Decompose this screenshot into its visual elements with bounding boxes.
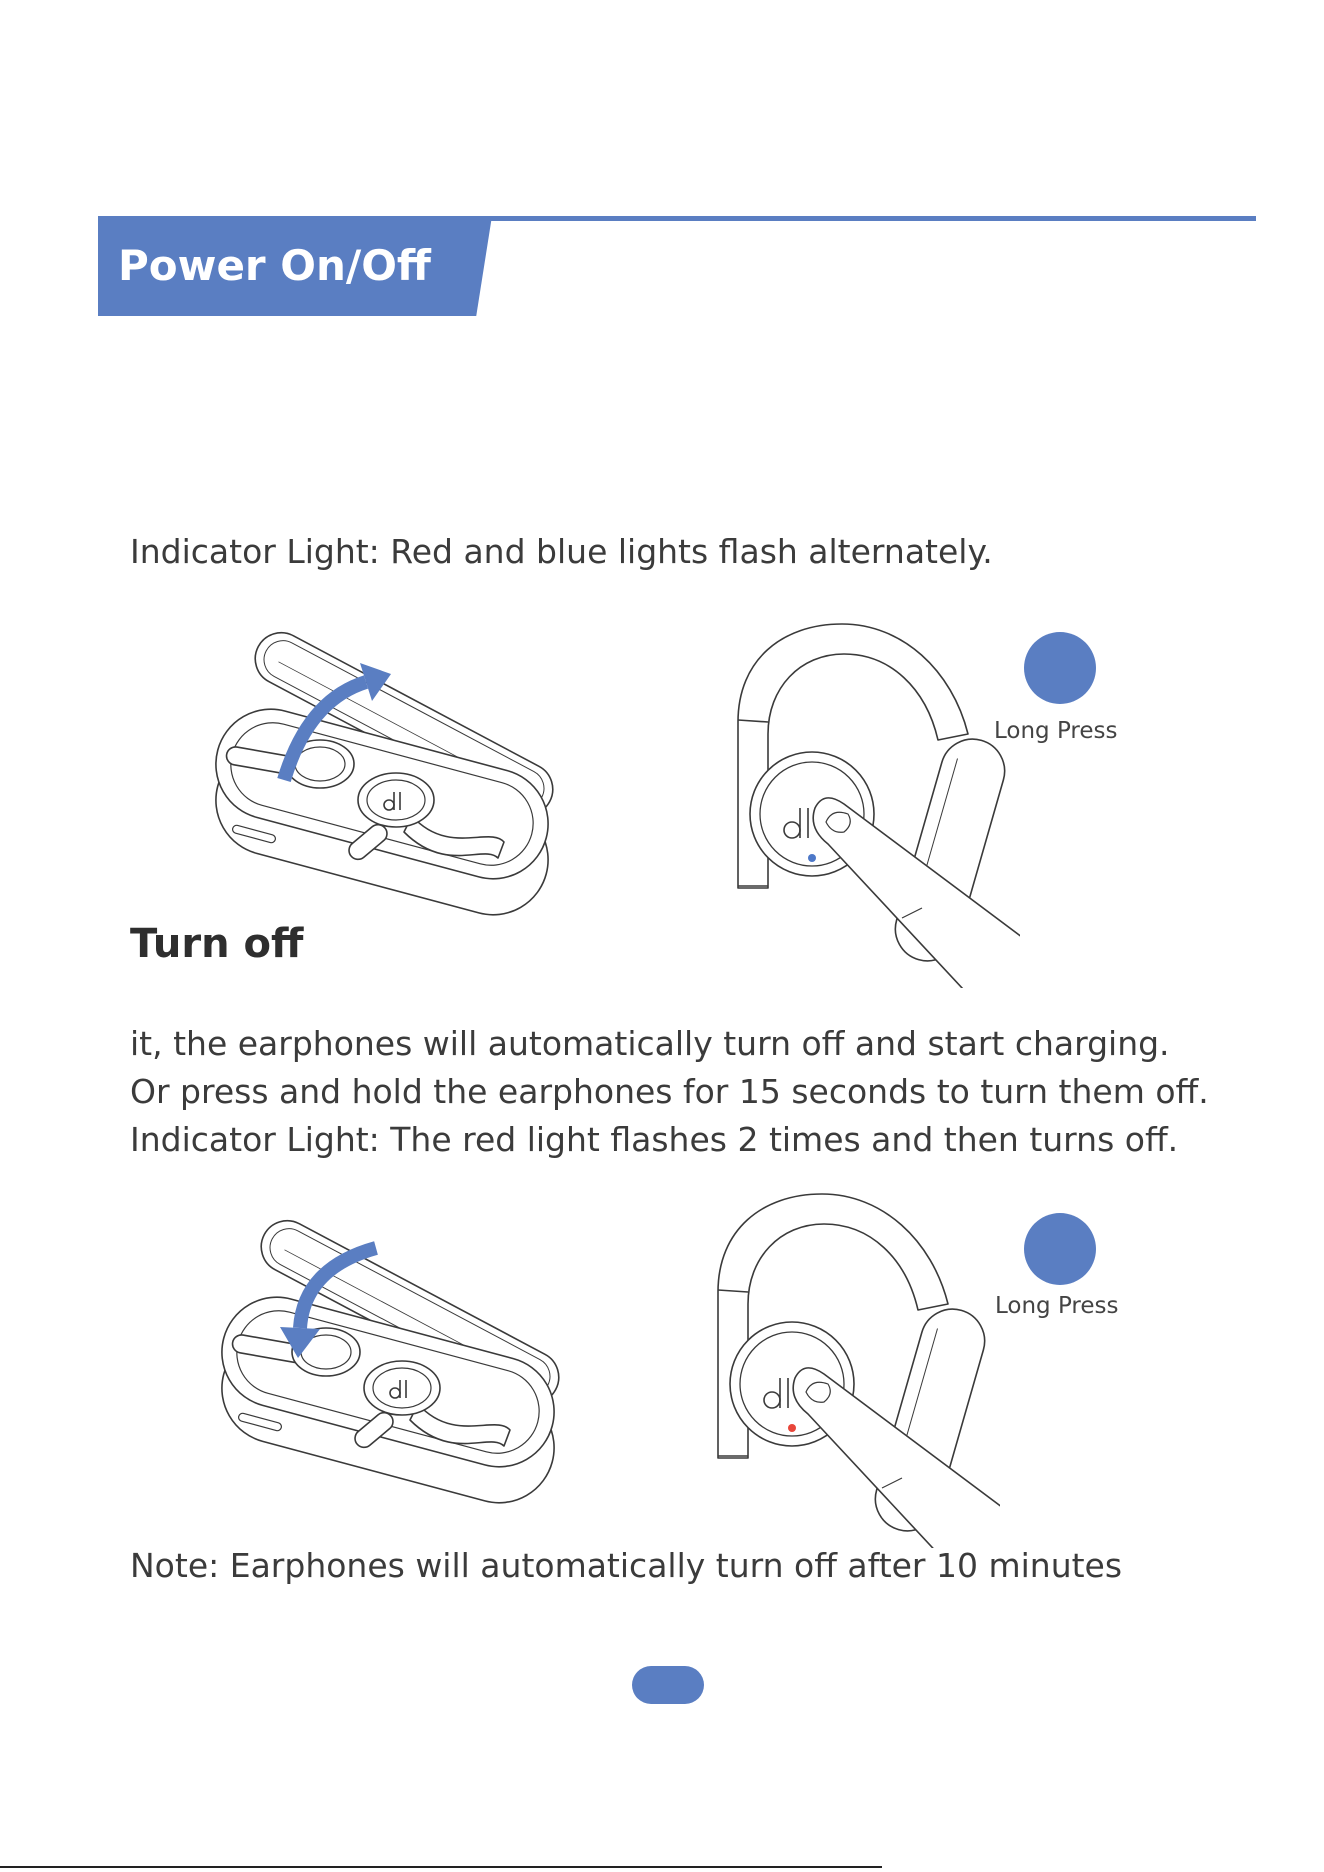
page-number-badge <box>632 1666 704 1704</box>
charging-case-close-illustration <box>204 1208 574 1528</box>
indicator-light-dot <box>808 854 816 862</box>
long-press-indicator-icon <box>1024 632 1096 704</box>
earphone-long-press-illustration <box>720 618 1020 988</box>
power-on-indicator-text: Indicator Light: Red and blue lights flash alternately. <box>130 532 993 571</box>
header-rule <box>480 216 1256 221</box>
long-press-indicator-icon <box>1024 1213 1096 1285</box>
earphone-long-press-illustration <box>700 1188 1000 1548</box>
bottom-rule <box>0 1866 882 1868</box>
instruction-line: Indicator Light: The red light flashes 2 times and then turns off. <box>130 1120 1179 1159</box>
page-title: Power On/Off <box>118 241 431 290</box>
instruction-line: it, the earphones will automatically turn off and start charging. <box>130 1024 1170 1063</box>
instruction-line: Or press and hold the earphones for 15 seconds to turn them off. <box>130 1072 1209 1111</box>
indicator-light-dot <box>788 1424 796 1432</box>
long-press-label: Long Press <box>994 718 1118 744</box>
long-press-label: Long Press <box>995 1293 1119 1319</box>
turn-off-instructions <box>130 1020 1209 1164</box>
charging-case-open-illustration <box>198 620 568 940</box>
auto-off-note: Note: Earphones will automatically turn off after 10 minutes <box>130 1546 1123 1585</box>
turn-off-heading: Turn off <box>130 921 304 967</box>
